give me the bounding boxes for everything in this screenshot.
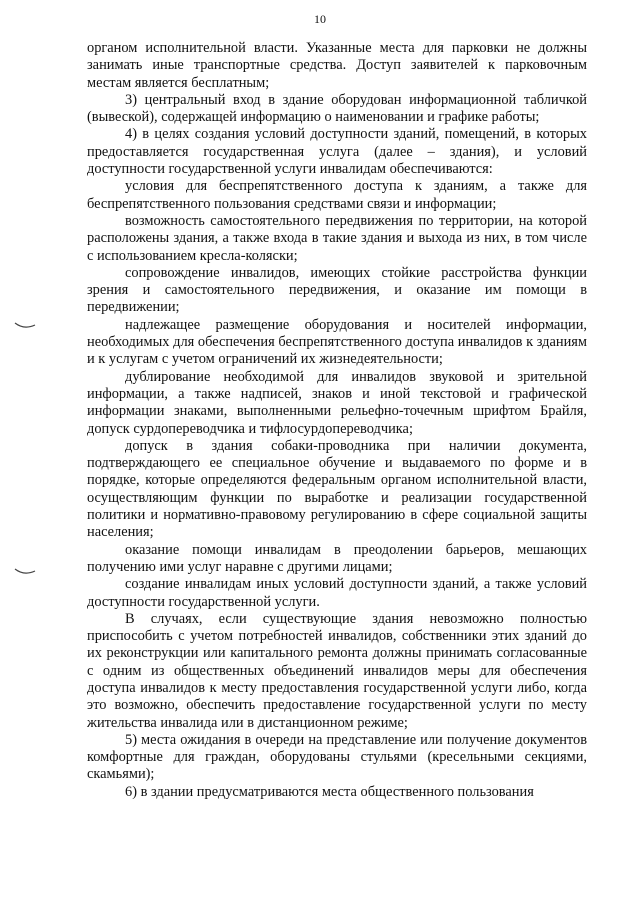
document-body [87, 40, 587, 801]
paragraph: 3) центральный вход в здание оборудован информационной табличкой (вывеской), содержащей информацию о наименовании и графике работы; [87, 91, 587, 126]
paragraph: условия для беспрепятственного доступа к зданиям, а также для беспрепятственного пользования средствами связи и информации; [87, 178, 587, 212]
paragraph: допуск в здания собаки-проводника при наличии документа, подтверждающего ее специальное обучение и выдаваемого по форме и в порядке, которые определяются федеральным органом исполнительной власти, осуществляющим функции по выработке и реализации государственной политики и нормативно-правовому регулированию в сфере социальной защиты населения; [87, 437, 587, 541]
binding-mark [14, 568, 36, 576]
page-number: 10 [314, 12, 326, 26]
paragraph: 6) в здании предусматриваются места общественного пользования [125, 783, 534, 800]
paragraph: сопровождение инвалидов, имеющих стойкие расстройства функции зрения и самостоятельного передвижения, и оказание им помощи в передвижении; [87, 264, 587, 316]
paragraph: органом исполнительной власти. Указанные места для парковки не должны занимать иные транспортные средства. Доступ заявителей к парковочным местам является бесплатным; [87, 40, 587, 91]
paragraph: надлежащее размещение оборудования и носителей информации, необходимых для обеспечения беспрепятственного доступа инвалидов к зданиям и к услугам с учетом ограничений их жизнедеятельности; [87, 316, 587, 368]
paragraph: 5) места ожидания в очереди на представление или получение документов комфортные для граждан, оборудованы стульями (кресельными секциями, скамьями); [87, 731, 587, 783]
paragraph: 4) в целях создания условий доступности зданий, помещений, в которых предоставляется государственная услуга (далее – здания), и условий доступности государственной услуги инвалидам обеспечиваются: [87, 126, 587, 178]
paragraph: В случаях, если существующие здания невозможно полностью приспособить с учетом потребностей инвалидов, собственники этих зданий до их реконструкции или капитального ремонта должны принимать согласованные с одним из общественных объединений инвалидов меры для обеспечения доступа инвалидов к месту предоставления государственной услуги либо, когда это возможно, обеспечить предоставление государственной услуги по месту жительства инвалида или в дистанционном режиме; [87, 610, 587, 731]
paragraph: возможность самостоятельного передвижения по территории, на которой расположены здания, а также входа в такие здания и выхода из них, в том числе с использованием кресла-коляски; [87, 212, 587, 264]
paragraph: создание инвалидам иных условий доступности зданий, а также условий доступности государственной услуги. [87, 576, 587, 610]
paragraph: оказание помощи инвалидам в преодолении барьеров, мешающих получению ими услуг наравне с другими лицами; [87, 541, 587, 575]
paragraph: дублирование необходимой для инвалидов звуковой и зрительной информации, а также надписей, знаков и иной текстовой и графической информации знаками, выполненными рельефно-точечным шрифтом Брайля, допуск сурдопереводчика и тифлосурдопереводчика; [87, 368, 587, 437]
binding-mark [14, 322, 36, 330]
